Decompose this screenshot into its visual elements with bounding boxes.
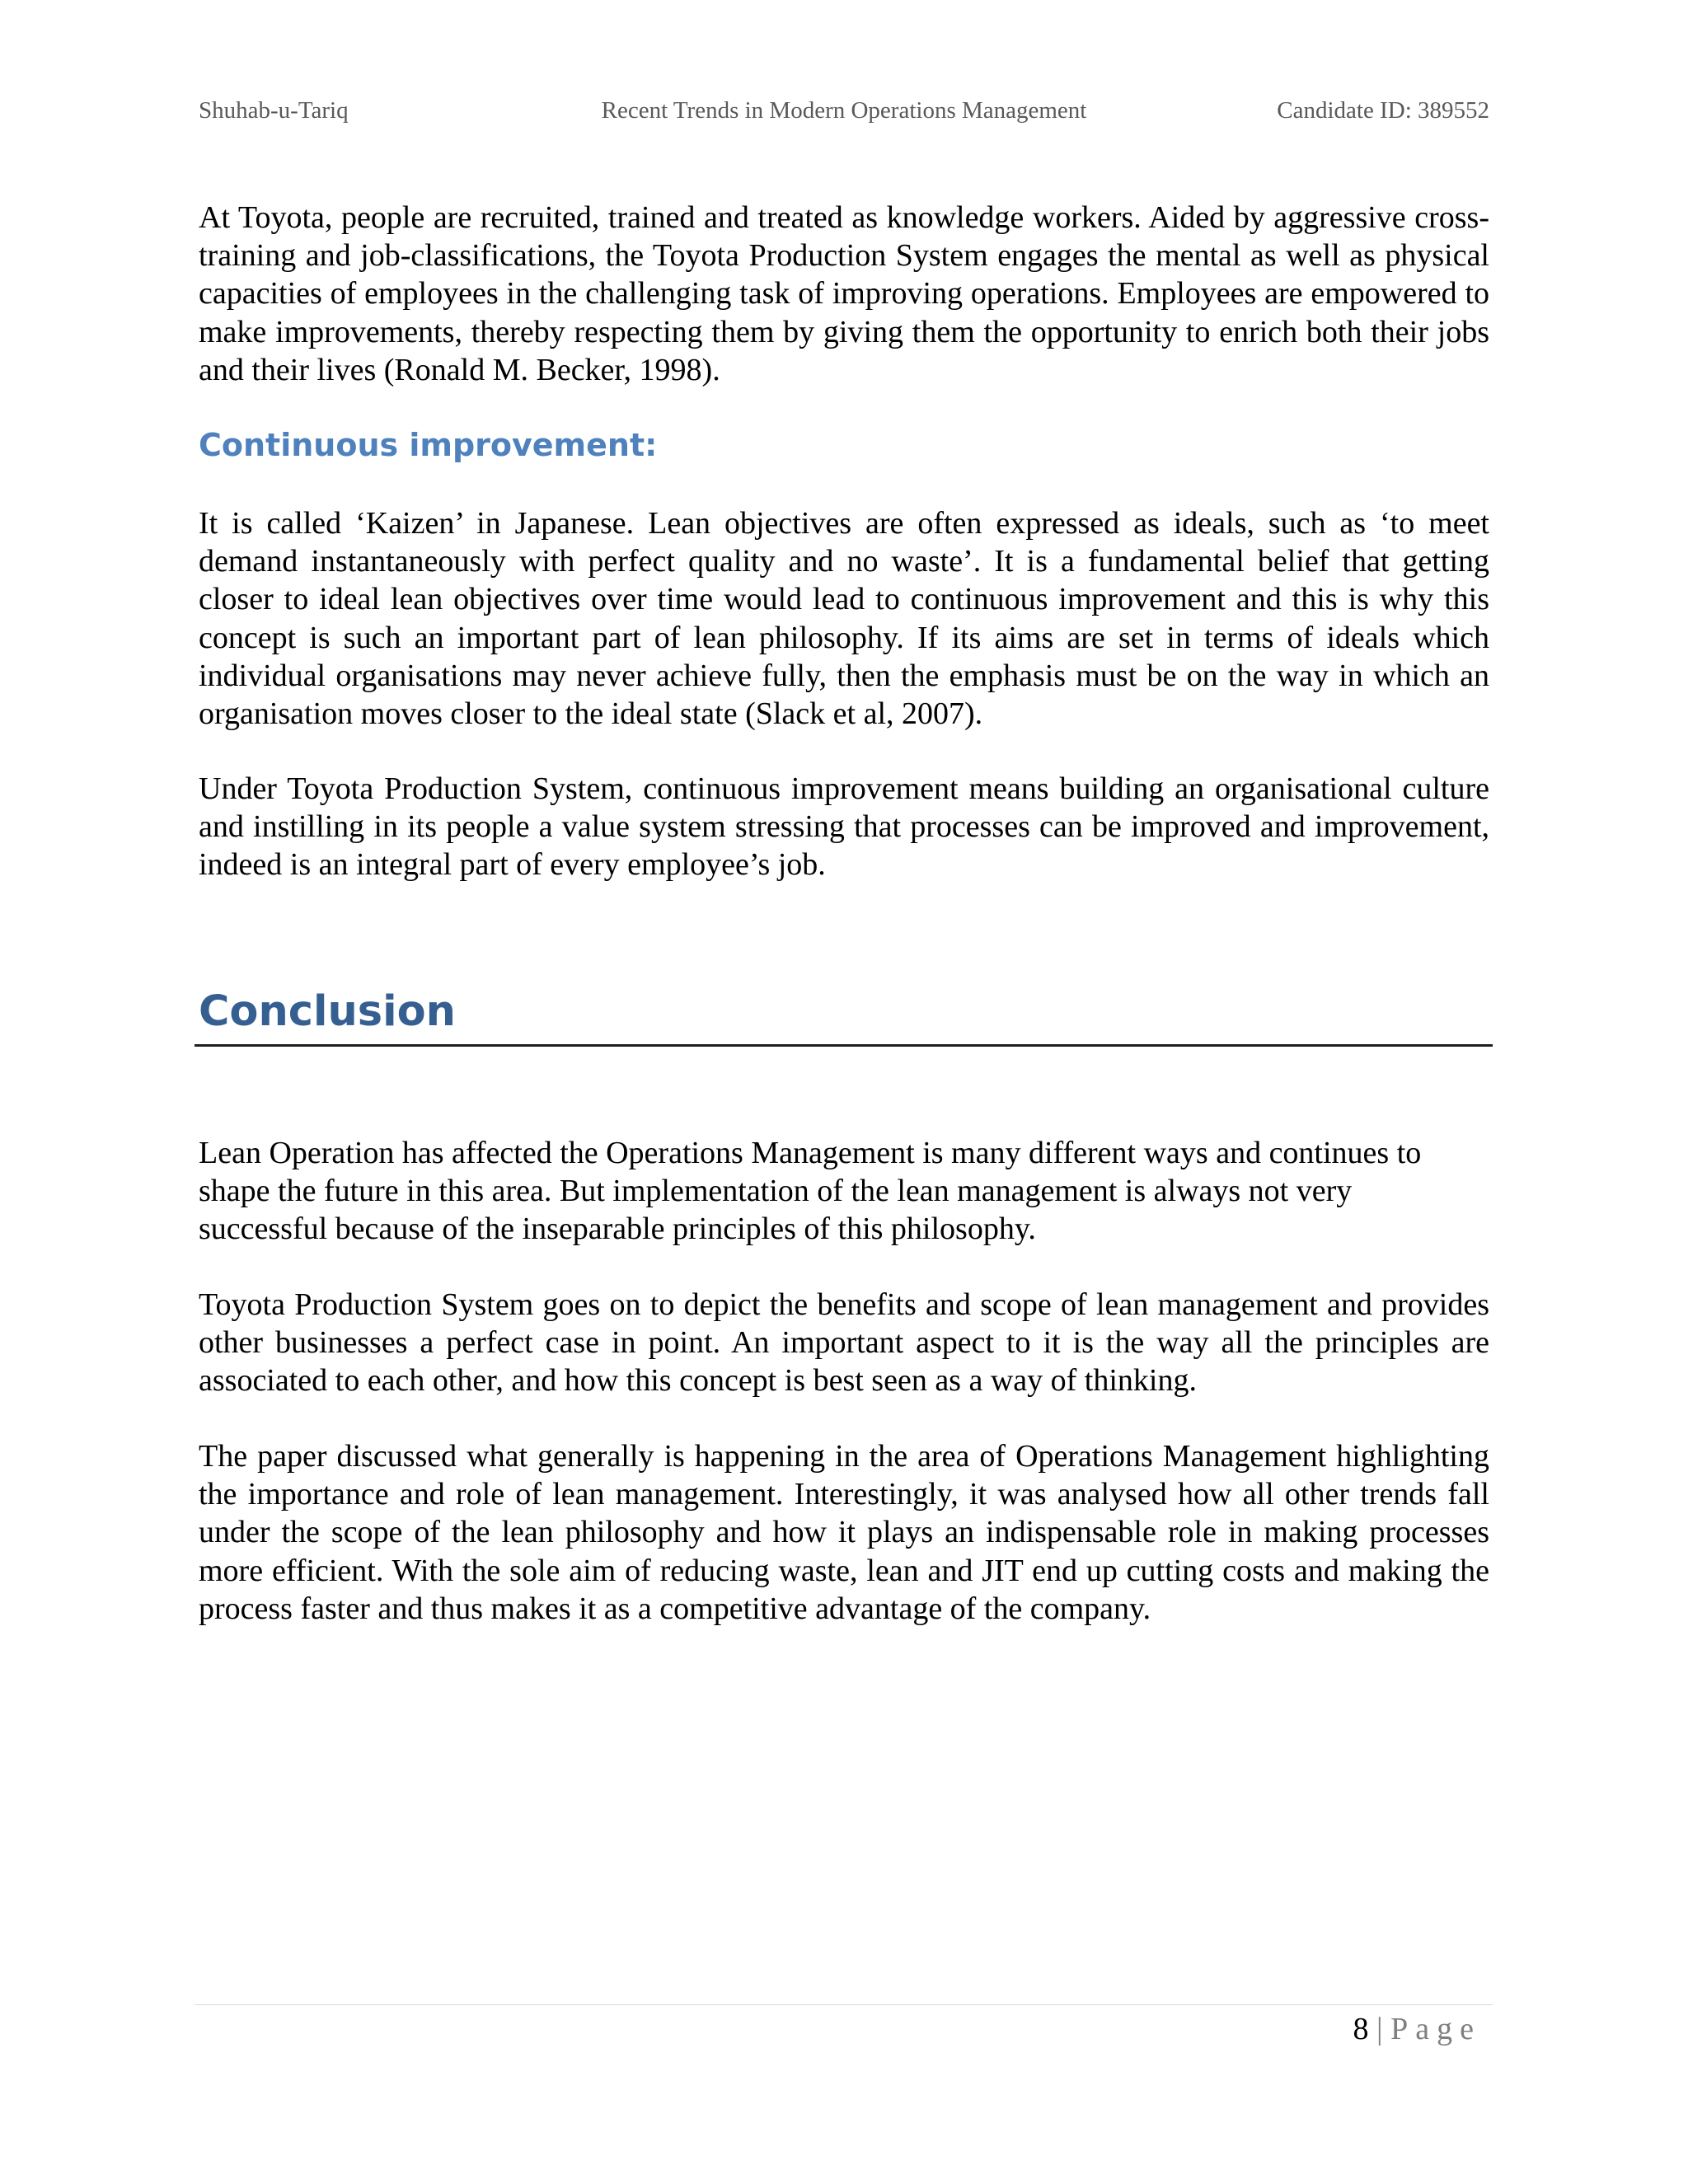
- header-candidate-id: Candidate ID: 389552: [1277, 97, 1489, 124]
- paragraph-conclusion-3: The paper discussed what generally is happening in the area of Operations Management highlighting the importance and role of lean management. Interestingly, it was analysed how all other trends fall under the scope of the lean philosophy and how it plays an indispensable role in making processes more efficient. With the sole aim of reducing waste, lean and JIT end up cutting costs and making the process faster and thus makes it as a competitive advantage of the company.: [199, 1439, 1489, 1626]
- page-number-separator: |: [1376, 2012, 1383, 2046]
- page-number-value: 8: [1353, 2012, 1369, 2046]
- heading-continuous-improvement: Continuous improvement:: [199, 427, 658, 463]
- paragraph-tps-culture: Under Toyota Production System, continuous improvement means building an organisational culture and instilling in its people a value system stressing that processes can be improved and improvement, indeed is an integral part of every employee’s job.: [199, 771, 1489, 883]
- page-number: [1353, 2011, 1481, 2047]
- paragraph-toyota-people: At Toyota, people are recruited, trained and treated as knowledge workers. Aided by aggressive cross-training and job-classifications, the Toyota Production System engages the mental as well as physical capacities of employees in the challenging task of improving operations. Employees are empowered to make improvements, thereby respecting them by giving them the opportunity to enrich both their jobs and their lives (Ronald M. Becker, 1998).: [199, 200, 1489, 387]
- running-header: [199, 97, 1489, 130]
- page-label: Page: [1390, 2012, 1481, 2046]
- header-title: Recent Trends in Modern Operations Management: [601, 97, 1087, 124]
- paragraph-conclusion-2: Toyota Production System goes on to depict the benefits and scope of lean management and provides other businesses a perfect case in point. An important aspect to it is the way all the principles are associated to each other, and how this concept is best seen as a way of thinking.: [199, 1287, 1489, 1399]
- header-author: Shuhab-u-Tariq: [199, 97, 349, 124]
- paragraph-kaizen: It is called ‘Kaizen’ in Japanese. Lean objectives are often expressed as ideals, such as ‘to meet demand instantaneously with perfect quality and no waste’. It is a fundamental belief that getting closer to ideal lean objectives over time would lead to continuous improvement and this is why this concept is such an important part of lean philosophy. If its aims are set in terms of ideals which individual organisations may never achieve fully, then the emphasis must be on the way in which an organisation moves closer to the ideal state (Slack et al, 2007).: [199, 506, 1489, 732]
- footer-divider: [195, 2004, 1493, 2005]
- heading-underline: [195, 1044, 1493, 1047]
- heading-conclusion: Conclusion: [199, 987, 456, 1036]
- paragraph-conclusion-1: Lean Operation has affected the Operations Management is many different ways and continues to shape the future in this area. But implementation of the lean management is always not very successful because of the inseparable principles of this philosophy.: [199, 1136, 1422, 1247]
